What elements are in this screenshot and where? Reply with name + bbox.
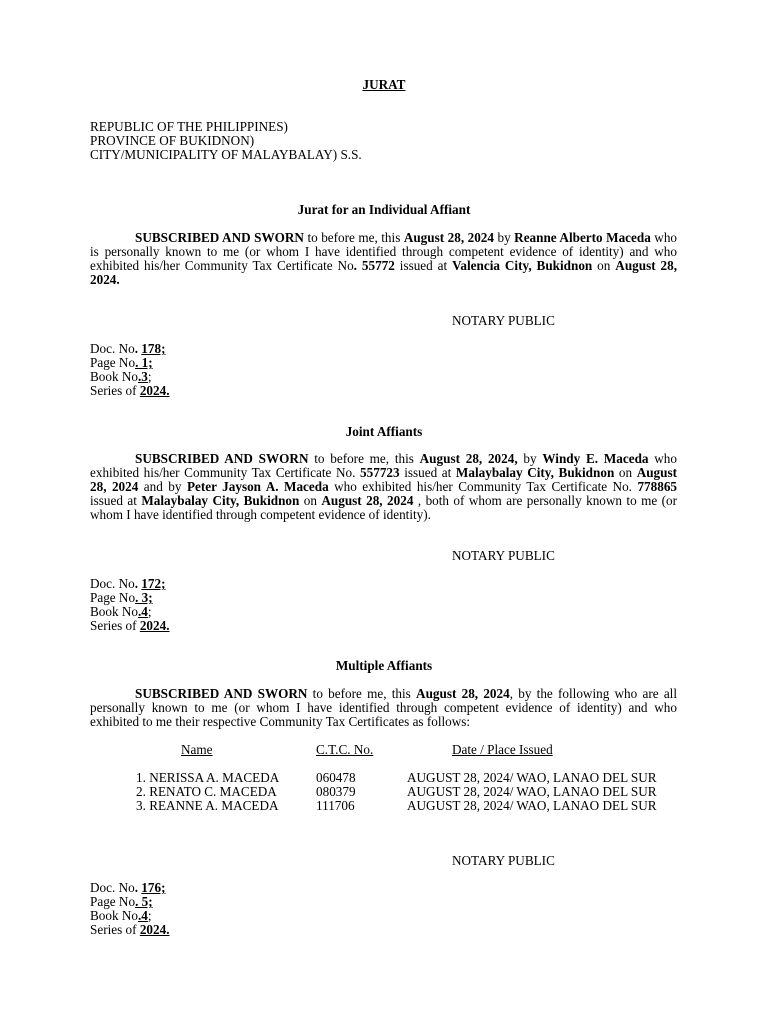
notary-public-label: NOTARY PUBLIC (452, 313, 555, 328)
doc-number: Doc. No. 172; (90, 576, 166, 591)
column-header-ctc: C.T.C. No. (316, 742, 374, 757)
affiant-date-place: AUGUST 28, 2024/ WAO, LANAO DEL SUR (407, 798, 657, 813)
series-year: Series of 2024. (90, 383, 170, 398)
affiant-date-place: AUGUST 28, 2024/ WAO, LANAO DEL SUR (407, 770, 657, 785)
notary-public-label: NOTARY PUBLIC (452, 548, 555, 563)
venue-line-1: REPUBLIC OF THE PHILIPPINES) (90, 119, 288, 134)
venue-line-3: CITY/MUNICIPALITY OF MALAYBALAY) S.S. (90, 147, 362, 162)
affiant-name: 1. NERISSA A. MACEDA (136, 770, 280, 785)
affiant-date-place: AUGUST 28, 2024/ WAO, LANAO DEL SUR (407, 784, 657, 799)
book-number: Book No.3; (90, 369, 152, 384)
individual-heading: Jurat for an Individual Affiant (297, 202, 471, 217)
series-year: Series of 2024. (90, 618, 170, 633)
book-number: Book No.4; (90, 908, 152, 923)
column-header-date-place: Date / Place Issued (452, 742, 553, 757)
venue-line-2: PROVINCE OF BUKIDNON) (90, 133, 255, 148)
doc-number: Doc. No. 176; (90, 880, 166, 895)
multiple-paragraph: SUBSCRIBED AND SWORN to before me, this August 28, 2024, by the following who are all personally known to me (or whom I have identified through competent evidence of identity) and who exhibited to me their respective Community Tax Certificates as follows: (90, 686, 678, 729)
affiant-ctc: 080379 (316, 784, 356, 799)
doc-number: Doc. No. 178; (90, 341, 166, 356)
individual-paragraph: SUBSCRIBED AND SWORN to before me, this August 28, 2024 by Reanne Alberto Maceda who is personally known to me (or whom I have identified through competent evidence of identity) and who exhibited his/her Community Tax Certificate No. 55772 issued at Valencia City, Bukidnon on August 28, 2024. (90, 230, 678, 287)
affiant-ctc: 060478 (316, 770, 356, 785)
column-header-name: Name (181, 742, 213, 757)
joint-heading: Joint Affiants (345, 424, 423, 439)
affiant-name: 3. REANNE A. MACEDA (136, 798, 279, 813)
series-year: Series of 2024. (90, 922, 170, 937)
notary-public-label: NOTARY PUBLIC (452, 853, 555, 868)
document-title: JURAT (362, 77, 406, 92)
page-number: Page No. 3; (90, 590, 153, 605)
multiple-heading: Multiple Affiants (335, 658, 433, 673)
affiant-name: 2. RENATO C. MACEDA (136, 784, 277, 799)
joint-paragraph: SUBSCRIBED AND SWORN to before me, this August 28, 2024, by Windy E. Maceda who exhibited his/her Community Tax Certificate No. 557723 issued at Malaybalay City, Bukidnon on August 28, 2024 and by Peter Jayson A. Maceda who exhibited his/her Community Tax Certificate No. 778865 issued at Malaybalay City, Bukidnon on August 28, 2024 , both of whom are personally known to me (or whom I have identified through competent evidence of identity). (90, 451, 678, 522)
page-number: Page No. 5; (90, 894, 153, 909)
affiant-ctc: 111706 (316, 798, 355, 813)
page-number: Page No. 1; (90, 355, 153, 370)
book-number: Book No.4; (90, 604, 152, 619)
